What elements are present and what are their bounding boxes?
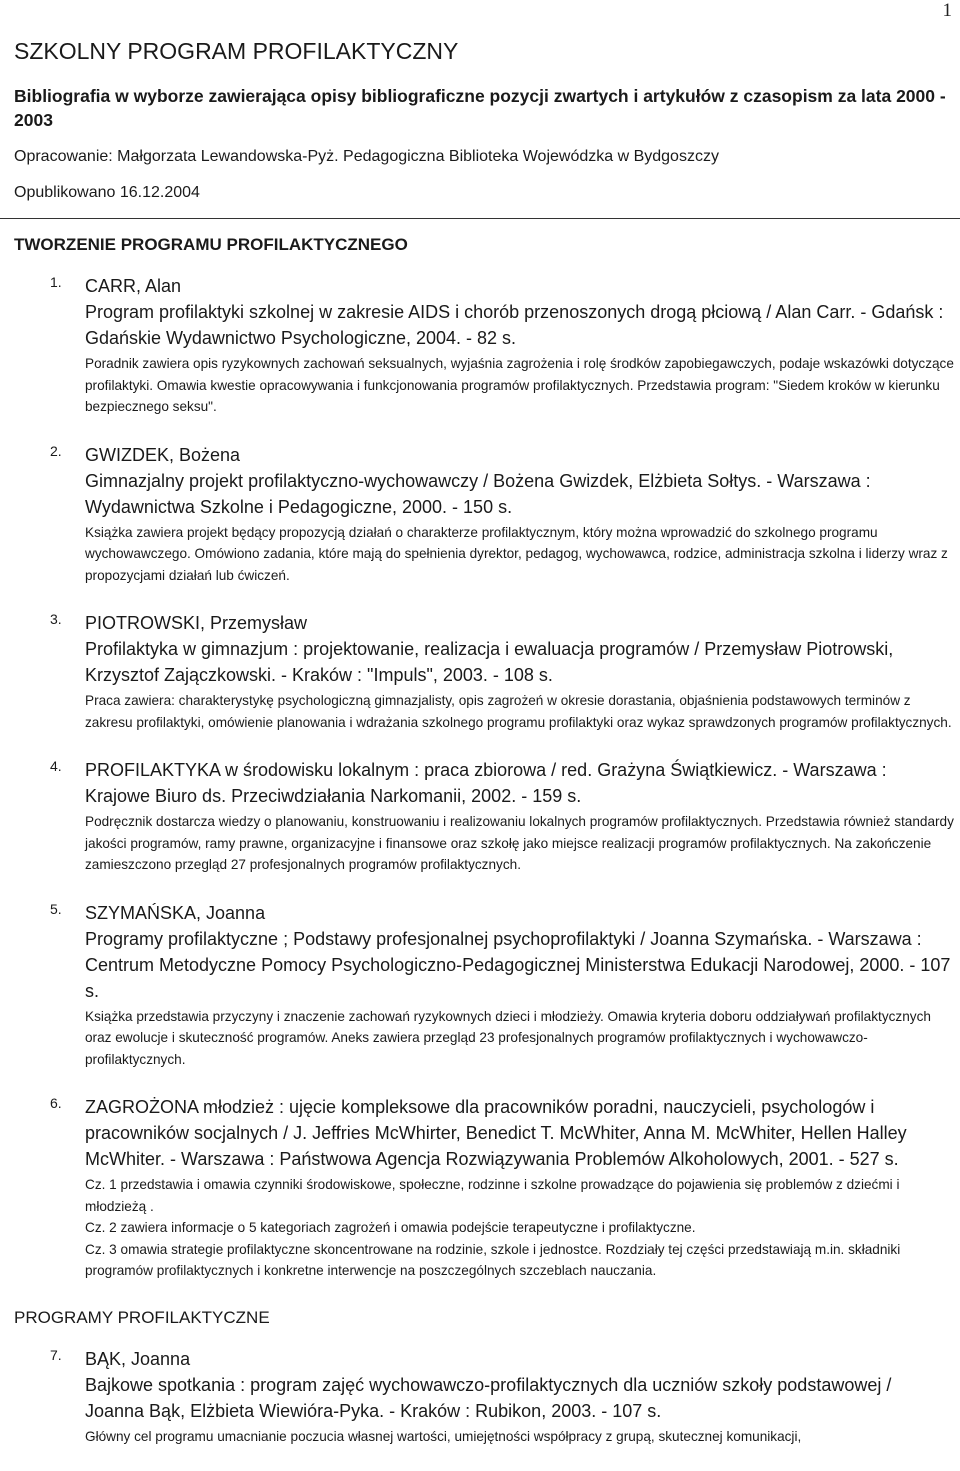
header-divider <box>0 218 960 219</box>
bibliography-entry <box>14 1094 954 1282</box>
entry-author: BĄK, Joanna <box>85 1348 191 1369</box>
description-paragraph: Cz. 2 zawiera informacje o 5 kategoriach zagrożeń i omawia podejście terapeutyczne i profilaktyczne. <box>85 1220 696 1235</box>
bibliography-entry <box>14 610 954 733</box>
publication-date: Opublikowano 16.12.2004 <box>14 184 200 201</box>
bibliography-entry <box>14 757 954 876</box>
section-heading: PROGRAMY PROFILAKTYCZNE <box>14 1307 270 1327</box>
entry-author: SZYMAŃSKA, Joanna <box>85 902 266 923</box>
entry-number: 2. <box>50 442 62 459</box>
entry-author: GWIZDEK, Bożena <box>85 444 241 465</box>
section-heading: TWORZENIE PROGRAMU PROFILAKTYCZNEGO <box>14 235 408 254</box>
entry-number: 5. <box>50 900 62 917</box>
entry-number: 7. <box>50 1346 62 1363</box>
bibliography-entry <box>14 1346 954 1448</box>
description-paragraph: Cz. 3 omawia strategie profilaktyczne skoncentrowane na rodzinie, szkole i jednostce. Rozdziały tej części przedstawiają m.in. składniki programów profilaktycznych i konkretne interwencje na poszczególnych szczeblach nauczania. <box>85 1241 901 1278</box>
entry-description <box>85 811 954 876</box>
entry-number: 1. <box>50 274 62 290</box>
bibliography-entry <box>14 273 954 418</box>
bibliography-entry <box>14 442 954 587</box>
page-number: 1 <box>942 0 952 21</box>
entry-description <box>85 1006 954 1071</box>
description-paragraph: Podręcznik dostarcza wiedzy o planowaniu, konstruowaniu i realizowaniu lokalnych programów profilaktycznych. Przedstawia również standardy jakości programów, ramy prawne, organizacyjne i finansowe oraz szkołę jako miejsce realizacji programów profilaktycznych. Na zakończenie zamieszczono przegląd 27 profesjonalnych programów profilaktycznych. <box>85 814 954 872</box>
entry-description <box>85 353 954 418</box>
section-prevention-programs <box>14 1306 954 1448</box>
description-paragraph: Poradnik zawiera opis ryzykownych zachowań seksualnych, wyjaśnia zagrożenia i rolę środków zapobiegawczych, podaje wskazówki dotyczące profilaktyki. Omawia kwestie opracowywania i funkcjonowania programów profilaktycznych. Przedstawia program: "Siedem kroków w kierunku bezpiecznego seksu". <box>85 356 954 414</box>
entry-title: PROFILAKTYKA w środowisku lokalnym : praca zbiorowa / red. Grażyna Świątkiewicz. - Warszawa : Krajowe Biuro ds. Przeciwdziałania Narkomanii, 2002. - 159 s. <box>85 760 887 806</box>
document-subtitle: Bibliografia w wyborze zawierająca opisy bibliograficzne pozycji zwartych i artykułów z czasopism za lata 2000 - 2003 <box>14 86 946 130</box>
entry-title: Program profilaktyki szkolnej w zakresie AIDS i chorób przenoszonych drogą płciową / Alan Carr. - Gdańsk : Gdańskie Wydawnictwo Psychologiczne, 2004. - 82 s. <box>85 302 944 348</box>
entry-number: 3. <box>50 611 62 627</box>
entry-title: Bajkowe spotkania : program zajęć wychowawczo-profilaktycznych dla uczniów szkoły podstawowej / Joanna Bąk, Elżbieta Wiewióra-Pyka. - Kraków : Rubikon, 2003. - 107 s. <box>85 1374 892 1421</box>
entry-description <box>85 522 954 587</box>
bibliography-entry <box>14 900 954 1071</box>
entry-author: PIOTROWSKI, Przemysław <box>85 613 308 633</box>
entry-title: Profilaktyka w gimnazjum : projektowanie, realizacja i ewaluacja programów / Przemysław Piotrowski, Krzysztof Zajączkowski. - Kraków : "Impuls", 2003. - 108 s. <box>85 639 894 685</box>
compiled-by: Opracowanie: Małgorzata Lewandowska-Pyż. Pedagogiczna Biblioteka Wojewódzka w Bydgoszczy <box>14 148 719 165</box>
entry-author: CARR, Alan <box>85 276 182 296</box>
document-body <box>14 36 954 1471</box>
entry-number: 6. <box>50 1095 62 1111</box>
description-paragraph: Książka zawiera projekt będący propozycją działań o charakterze profilaktycznym, który można wprowadzić do szkolnego programu wychowawczego. Omówiono zadania, które mają do spełnienia dyrektor, pedagog, wychowawca, rodzice, administracja szkolna i liderzy wraz z propozycjami działań lub ćwiczeń. <box>85 524 948 583</box>
entry-description <box>85 690 954 733</box>
document-title: SZKOLNY PROGRAM PROFILAKTYCZNY <box>14 38 459 64</box>
description-paragraph: Główny cel programu umacnianie poczucia własnej wartości, umiejętności współpracy z grupą, skutecznej komunikacji, <box>85 1428 802 1444</box>
entry-description <box>85 1174 954 1282</box>
description-paragraph: Cz. 1 przedstawia i omawia czynniki środowiskowe, społeczne, rodzinne i szkolne prowadzące do pojawienia się problemów z dziećmi i młodzieżą . <box>85 1177 900 1214</box>
entry-number: 4. <box>50 758 62 774</box>
entry-title: ZAGROŻONA młodzież : ujęcie kompleksowe dla pracowników poradni, nauczycieli, psychologów i pracowników socjalnych / J. Jeffries McWhirter, Benedict T. McWhiter, Anna M. McWhiter, Hellen Halley McWhiter. - Warszawa : Państwowa Agencja Rozwiązywania Problemów Alkoholowych, 2001. - 527 s. <box>85 1097 907 1169</box>
entry-title: Gimnazjalny projekt profilaktyczno-wychowawczy / Bożena Gwizdek, Elżbieta Sołtys. - Warszawa : Wydawnictwa Szkolne i Pedagogiczne, 2000. - 150 s. <box>85 470 871 517</box>
description-paragraph: Książka przedstawia przyczyny i znaczenie zachowań ryzykownych dzieci i młodzieży. Omawia kryteria doboru oddziaływań profilaktycznych oraz ewolucje i skuteczność programów. Aneks zawiera przegląd 23 profesjonalnych programów profilaktycznych i wychowawczo-profilaktycznych. <box>85 1008 931 1067</box>
description-paragraph: Praca zawiera: charakterystykę psychologiczną gimnazjalisty, opis zagrożeń w okresie dorastania, objaśnienia podstawowych terminów z zakresu profilaktyki, omówienie planowania i wdrażania szkolnego programu profilaktyki oraz wykaz sprawdzonych programów profilaktycznych. <box>85 693 952 730</box>
section-program-creation <box>14 233 954 1282</box>
entry-title: Programy profilaktyczne ; Podstawy profesjonalnej psychoprofilaktyki / Joanna Szymańska. - Warszawa : Centrum Metodyczne Pomocy Psychologiczno-Pedagogicznej Ministerstwa Edukacji Narodowej, 2000. - 107 s. <box>85 928 951 1001</box>
